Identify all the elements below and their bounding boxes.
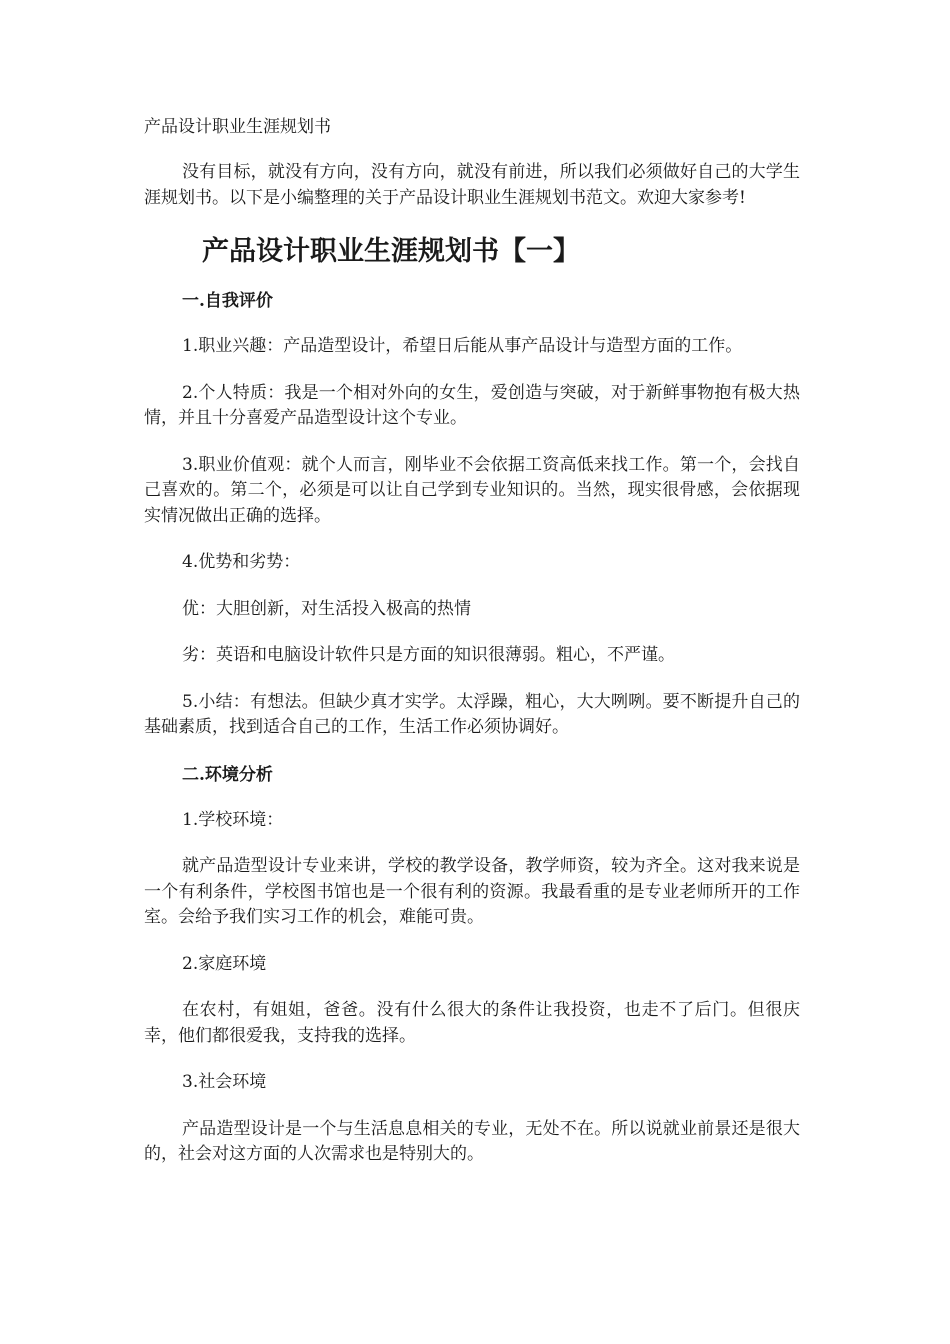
part2-item-society-text: 产品造型设计是一个与生活息息相关的专业，无处不在。所以说就业前景还是很大的，社会对这方面的人次需求也是特别大的。	[144, 1118, 800, 1164]
section-title: 产品设计职业生涯规划书【一】	[202, 236, 580, 267]
part2-item-society-label: 3.社会环境	[182, 1072, 267, 1092]
part2-heading: 二.环境分析	[182, 764, 273, 785]
intro-paragraph: 没有目标，就没有方向，没有方向，就没有前进，所以我们必须做好自己的大学生涯规划书。以下是小编整理的关于产品设计职业生涯规划书范文。欢迎大家参考!	[144, 162, 800, 208]
document-top-title: 产品设计职业生涯规划书	[144, 117, 331, 137]
part2-item-family-label: 2.家庭环境	[182, 953, 267, 974]
part2-item-school-label: 1.学校环境：	[182, 809, 284, 830]
part1-item-swot: 4.优势和劣势：	[182, 552, 301, 572]
part1-item-strength: 优：大胆创新，对生活投入极高的热情	[182, 598, 471, 619]
part1-item-weakness: 劣：英语和电脑设计软件只是方面的知识很薄弱。粗心，不严谨。	[182, 645, 675, 665]
part1-item-values: 3.职业价值观：就个人而言，刚毕业不会依据工资高低来找工作。第一个，会找自己喜欢的。第二个，必须是可以让自己学到专业知识的。当然，现实很骨感，会依据现实情况做出正确的选择。	[144, 454, 800, 526]
part1-heading: 一.自我评价	[182, 291, 273, 311]
part2-item-family-text: 在农村，有姐姐，爸爸。没有什么很大的条件让我投资，也走不了后门。但很庆幸，他们都很爱我，支持我的选择。	[144, 1000, 800, 1046]
part1-item-traits: 2.个人特质：我是一个相对外向的女生，爱创造与突破，对于新鲜事物抱有极大热情，并且十分喜爱产品造型设计这个专业。	[144, 382, 800, 428]
part1-item-summary: 5.小结：有想法。但缺少真才实学。太浮躁，粗心，大大咧咧。要不断提升自己的基础素质，找到适合自己的工作，生活工作必须协调好。	[144, 691, 800, 737]
part1-item-interest: 1.职业兴趣：产品造型设计，希望日后能从事产品设计与造型方面的工作。	[182, 336, 743, 356]
part2-item-school-text: 就产品造型设计专业来讲，学校的教学设备，教学师资，较为齐全。这对我来说是一个有利条件，学校图书馆也是一个很有利的资源。我最看重的是专业老师所开的工作室。会给予我们实习工作的机会，难能可贵。	[144, 856, 800, 927]
document-page	[144, 114, 800, 1189]
